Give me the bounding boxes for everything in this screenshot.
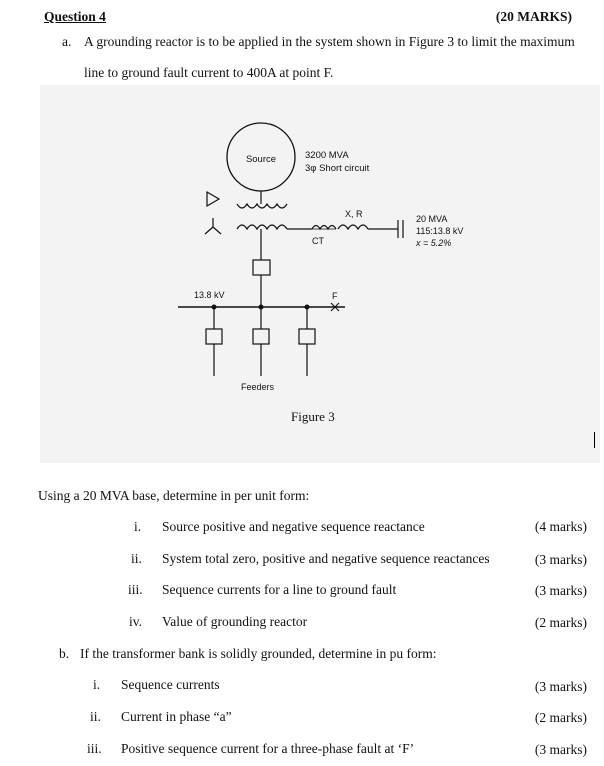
question-title: Question 4 [44, 9, 106, 24]
figure-caption: Figure 3 [291, 409, 335, 424]
list-item-text: System total zero, positive and negative sequence reactances [162, 551, 490, 566]
list-item-marks: (3 marks) [534, 552, 587, 567]
list-item-number: iv. [129, 614, 142, 629]
part-a-label: a. [62, 34, 72, 49]
list-item-marks: (2 marks) [534, 710, 587, 725]
delta-symbol [207, 192, 219, 206]
transformer-primary [237, 204, 287, 208]
gen-label-3: x = 5.2% [416, 238, 452, 248]
list-item-marks: (2 marks) [534, 615, 587, 630]
ct-label: CT [312, 236, 324, 246]
ct-coil [312, 226, 336, 230]
list-item-marks: (4 marks) [534, 519, 587, 534]
list-item-marks: (3 marks) [534, 583, 587, 598]
base-instruction: Using a 20 MVA base, determine in per unit form: [38, 488, 310, 503]
main-breaker [253, 260, 270, 275]
text-cursor [594, 432, 595, 448]
source-label: Source [245, 154, 277, 165]
list-item-number: iii. [87, 741, 102, 756]
transformer-secondary [237, 225, 287, 229]
part-a-line-1: A grounding reactor is to be applied in the system shown in Figure 3 to limit the maximum [84, 34, 575, 49]
list-item-text: Sequence currents [121, 677, 220, 692]
list-item-number: i. [93, 677, 101, 692]
list-item-number: i. [134, 519, 142, 534]
list-item-number: iii. [128, 582, 143, 597]
source-rating-1: 3200 MVA [305, 150, 349, 161]
bus-label: 13.8 kV [194, 290, 225, 300]
list-item-marks: (3 marks) [534, 679, 587, 694]
list-item-text: Sequence currents for a line to ground fault [162, 582, 397, 597]
question-total-marks: (20 MARKS) [495, 9, 572, 24]
wye-symbol [205, 218, 221, 234]
part-b-text: If the transformer bank is solidly grounded, determine in pu form: [80, 646, 437, 661]
part-b-label: b. [59, 646, 70, 661]
gen-label-1: 20 MVA [416, 214, 448, 224]
list-item-marks: (3 marks) [534, 742, 587, 757]
list-item-text: Positive sequence current for a three-phase fault at ‘F’ [121, 741, 415, 756]
feeders-label: Feeders [241, 382, 275, 392]
xr-coil [338, 225, 368, 229]
xr-label: X, R [345, 209, 363, 219]
list-item-text: Current in phase “a” [121, 709, 232, 724]
feeder-breaker-2 [253, 329, 269, 344]
list-item-number: ii. [131, 551, 142, 566]
feeder-breaker-1 [206, 329, 222, 344]
list-item-number: ii. [90, 709, 101, 724]
list-item-text: Value of grounding reactor [162, 614, 308, 629]
fault-label: F [332, 291, 338, 301]
source-rating-2: 3φ Short circuit [305, 163, 370, 174]
part-a-line-2: line to ground fault current to 400A at point F. [84, 65, 334, 80]
list-item-text: Source positive and negative sequence reactance [162, 519, 425, 534]
gen-label-2: 115:13.8 kV [416, 226, 464, 236]
feeder-breaker-3 [299, 329, 315, 344]
